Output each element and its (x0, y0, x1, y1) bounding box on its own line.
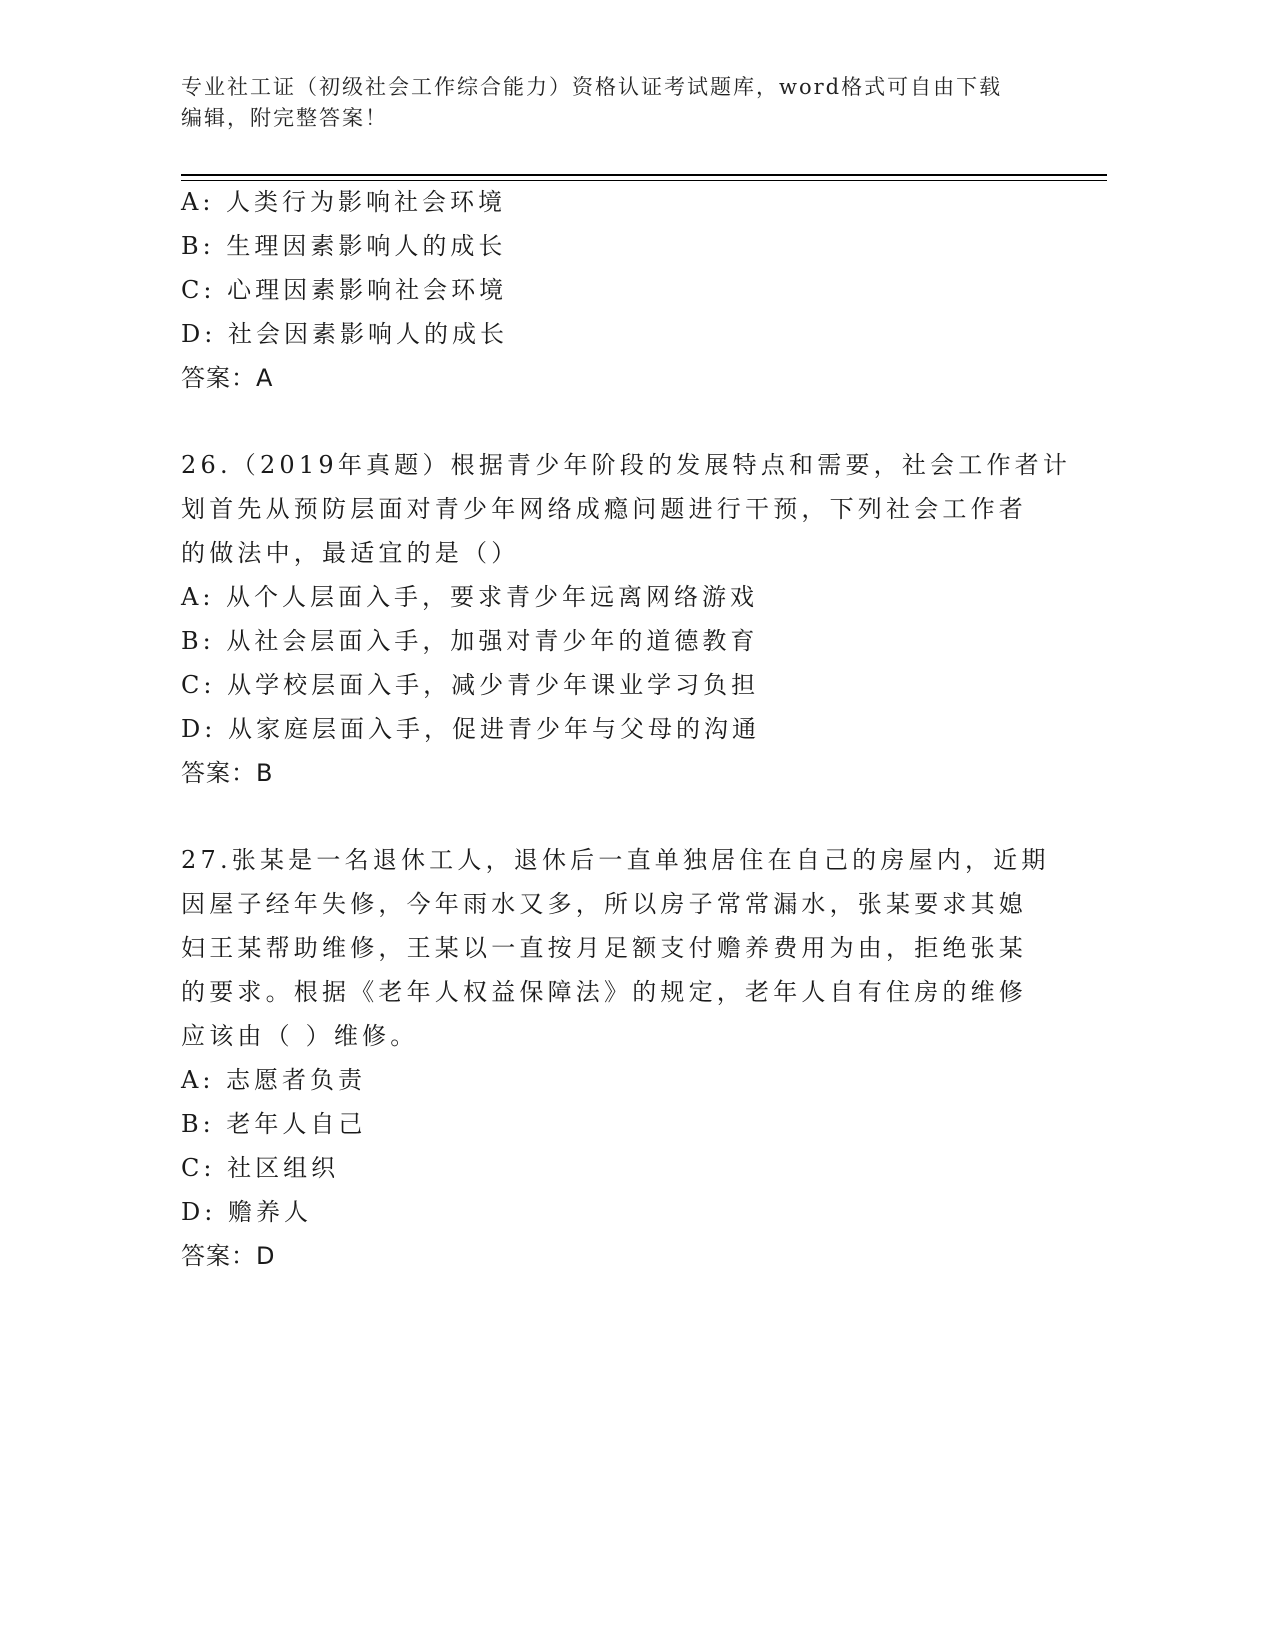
spacer (181, 400, 1061, 443)
question-text-line: 26.（2019年真题）根据青少年阶段的发展特点和需要，社会工作者计 (181, 451, 1072, 479)
question-text (181, 443, 1072, 575)
question-text-line: 妇王某帮助维修，王某以一直按月足额支付赡养费用为由，拒绝张某 (181, 934, 1027, 962)
option-a: A: 从个人层面入手，要求青少年远离网络游戏 (181, 583, 759, 611)
option-c: C: 从学校层面入手，减少青少年课业学习负担 (181, 671, 760, 699)
question-text-line: 划首先从预防层面对青少年网络成瘾问题进行干预，下列社会工作者 (181, 495, 1027, 523)
header-line-1: 专业社工证（初级社会工作综合能力）资格认证考试题库，word格式可自由下载 (181, 75, 1003, 99)
page-header (181, 72, 1061, 134)
option-d: D: 赡养人 (181, 1198, 312, 1226)
header-line-2: 编辑，附完整答案！ (181, 106, 388, 130)
question-text-line: 的要求。根据《老年人权益保障法》的规定，老年人自有住房的维修 (181, 978, 1027, 1006)
option-b: B: 从社会层面入手，加强对青少年的道德教育 (181, 627, 759, 655)
answer-line: 答案：B (181, 759, 274, 787)
question-text (181, 838, 1061, 1058)
question-27 (181, 838, 1061, 1278)
header-divider-thick (181, 174, 1107, 176)
option-c: C: 心理因素影响社会环境 (181, 276, 508, 304)
spacer (181, 795, 1061, 838)
question-content (181, 180, 1072, 1278)
option-b: B: 老年人自己 (181, 1110, 367, 1138)
option-a: A: 志愿者负责 (181, 1066, 367, 1094)
question-text-line: 的做法中，最适宜的是（） (181, 539, 520, 567)
question-text-line: 因屋子经年失修，今年雨水又多，所以房子常常漏水，张某要求其媳 (181, 890, 1027, 918)
option-a: A: 人类行为影响社会环境 (181, 188, 507, 216)
answer-line: 答案：A (181, 364, 274, 392)
option-d: D: 从家庭层面入手，促进青少年与父母的沟通 (181, 715, 760, 743)
option-c: C: 社区组织 (181, 1154, 340, 1182)
question-text-line: 应该由（ ）维修。 (181, 1022, 419, 1050)
answer-line: 答案：D (181, 1242, 276, 1270)
option-b: B: 生理因素影响人的成长 (181, 232, 507, 260)
question-26 (181, 443, 1072, 795)
question-text-line: 27.张某是一名退休工人，退休后一直单独居住在自己的房屋内，近期 (181, 846, 1050, 874)
question-25 (181, 180, 1061, 400)
option-d: D: 社会因素影响人的成长 (181, 320, 508, 348)
